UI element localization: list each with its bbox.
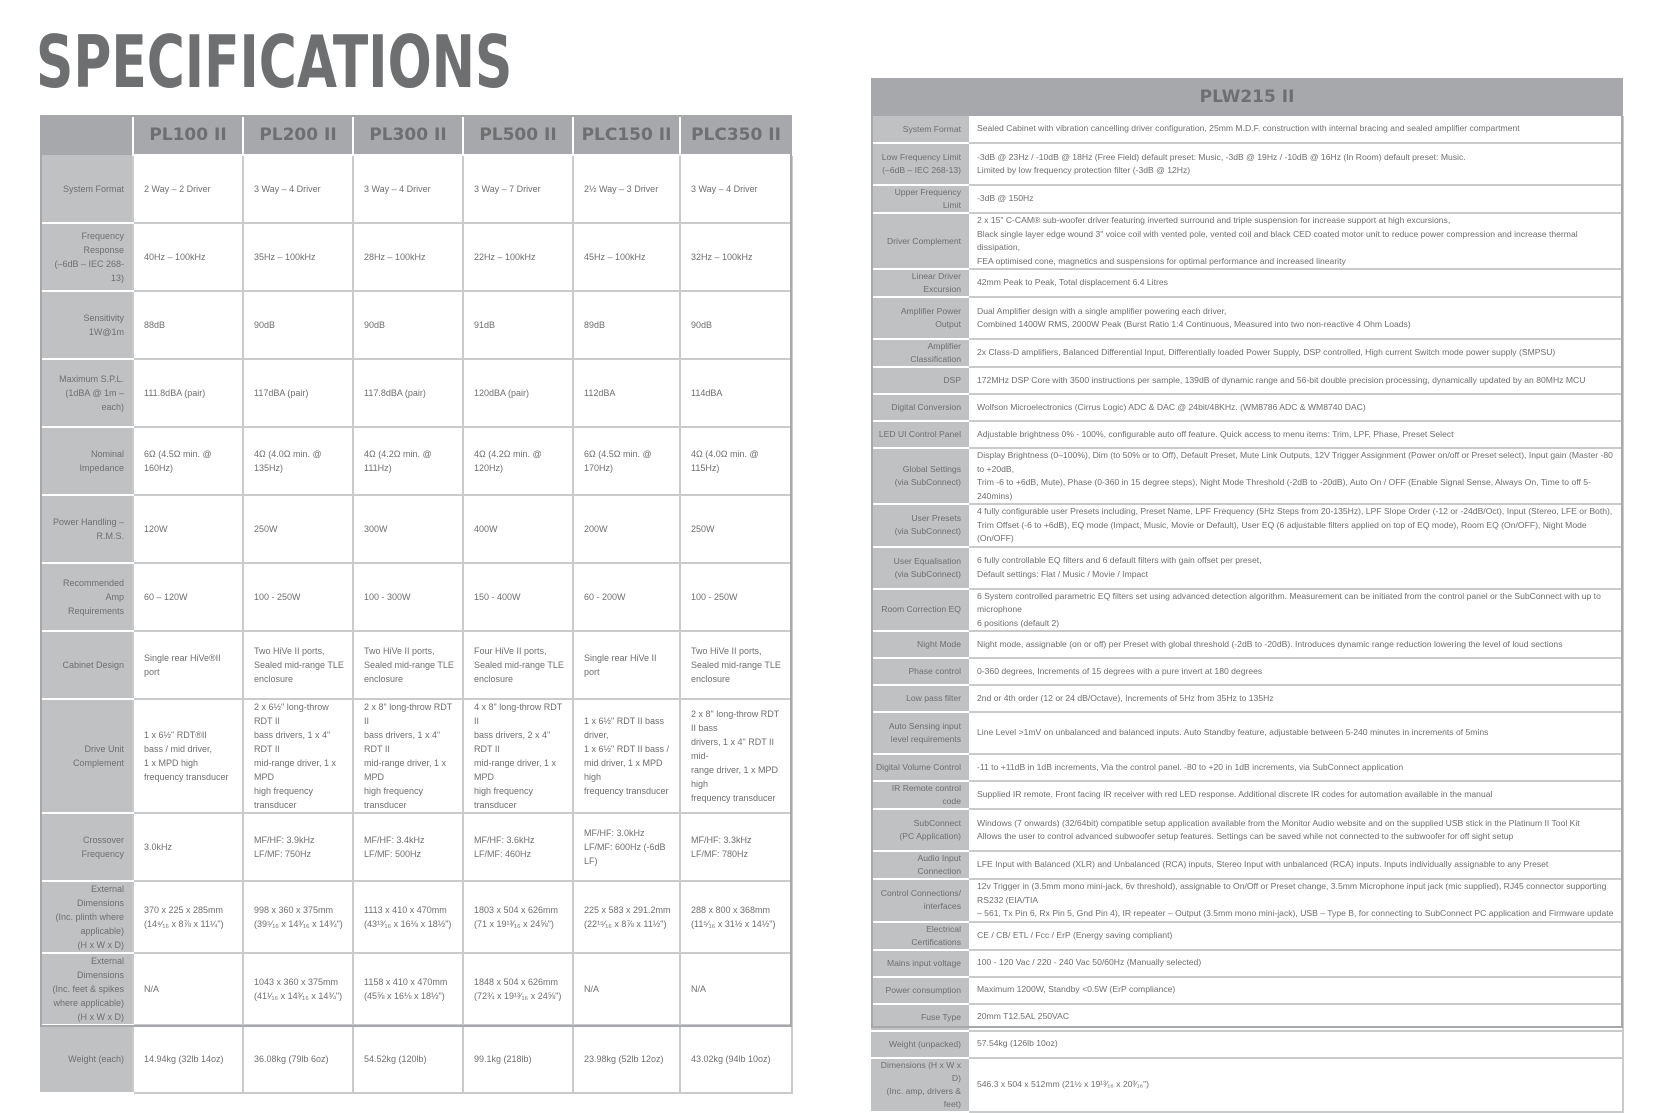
spec-label: Nominal Impedance [40, 427, 133, 495]
spec-value: 40Hz – 100kHz [133, 223, 243, 291]
spec-label: IR Remote control code [871, 781, 969, 809]
spec-label: Weight (each) [40, 1025, 133, 1093]
spec-value: 3 Way – 4 Driver [243, 155, 353, 223]
spec-value: 91dB [463, 291, 573, 359]
spec-label: User Equalisation (via SubConnect) [871, 547, 969, 589]
spec-label: Driver Complement [871, 213, 969, 269]
spec-label: Room Correction EQ [871, 589, 969, 632]
spec-value: 4Ω (4.2Ω min. @ 111Hz) [353, 427, 463, 495]
spec-value: Single rear HiVe II port [573, 631, 680, 699]
spec-value: 43.02kg (94lb 10oz) [680, 1025, 792, 1093]
spec-value: 100 - 120 Vac / 220 - 240 Vac 50/60Hz (Manually selected) [969, 950, 1623, 977]
spec-value: 1 x 6½" RDT®II bass / mid driver, 1 x MPD high frequency transducer [133, 699, 243, 813]
model-header: PLC150 II [573, 115, 680, 155]
spec-value: 172MHz DSP Core with 3500 instructions per sample, 139dB of dynamic range and 56-bit double precision processing, dynamically updated by an 80MHz MCU [969, 367, 1623, 394]
spec-row [871, 1058, 1623, 1112]
spec-value: 60 - 200W [573, 563, 680, 631]
spec-row [40, 223, 792, 291]
spec-value: 4Ω (4.2Ω min. @ 120Hz) [463, 427, 573, 495]
spec-row [871, 631, 1623, 658]
spec-label: Mains input voltage [871, 950, 969, 977]
spec-value: 12v Trigger in (3.5mm mono mini-jack, 6v threshold), assignable to On/Off or Preset change, 3.5mm Microphone input jack (mic supplied), RJ45 connector supporting RS232 (EIA/TIA – 561, Tx Pin 6, Rx Pin 5, Gnd Pin 4), IR repeater – Output (3.5mm mono mini-jack), USB – Type B, for connecting to SubConnect PC application and Firmware update [969, 879, 1623, 922]
spec-row [40, 155, 792, 223]
spec-value: 2 Way – 2 Driver [133, 155, 243, 223]
spec-label: Digital Volume Control [871, 754, 969, 781]
spec-row [871, 977, 1623, 1004]
spec-value: 1 x 6½" RDT II bass driver, 1 x 6½" RDT II bass / mid driver, 1 x MPD high frequency transducer [573, 699, 680, 813]
spec-value: 117dBA (pair) [243, 359, 353, 427]
spec-label: Weight (unpacked) [871, 1031, 969, 1058]
spec-value: 120W [133, 495, 243, 563]
spec-value: 370 x 225 x 285mm (14⁹⁄₁₆ x 8⅞ x 11¼") [133, 881, 243, 953]
spec-row [40, 427, 792, 495]
spec-row [40, 953, 792, 1025]
spec-value: -3dB @ 23Hz / -10dB @ 18Hz (Free Field) default preset: Music, -3dB @ 19Hz / -10dB @ 16Hz (In Room) default preset: Music. Limited by low frequency protection filter (-3dB @ 12Hz) [969, 143, 1623, 185]
spec-row [40, 1025, 792, 1093]
model-header: PL300 II [353, 115, 463, 155]
spec-label: Crossover Frequency [40, 813, 133, 881]
spec-row [40, 291, 792, 359]
spec-label: LED UI Control Panel [871, 421, 969, 448]
spec-label: Maximum S.P.L. (1dBA @ 1m – each) [40, 359, 133, 427]
spec-label: Sensitivity 1W@1m [40, 291, 133, 359]
spec-value: Dual Amplifier design with a single amplifier powering each driver, Combined 1400W RMS, 2000W Peak (Burst Ratio 1:4 Continuous, Measured into two non-reactive 4 Ohm Loads) [969, 297, 1623, 339]
spec-value: 23.98kg (52lb 12oz) [573, 1025, 680, 1093]
spec-value: 3.0kHz [133, 813, 243, 881]
spec-value: 100 - 300W [353, 563, 463, 631]
spec-value: 300W [353, 495, 463, 563]
model-header: PL200 II [243, 115, 353, 155]
spec-value: Supplied IR remote. Front facing IR receiver with red LED response. Additional discrete IR codes for automation available in the manual [969, 781, 1623, 809]
spec-label: Phase control [871, 658, 969, 685]
spec-label: Fuse Type [871, 1004, 969, 1031]
spec-row [871, 421, 1623, 448]
spec-row [871, 297, 1623, 339]
spec-value: 4 x 8" long-throw RDT II bass drivers, 2 x 4" RDT II mid-range driver, 1 x MPD high frequency transducer [463, 699, 573, 813]
spec-value: 100 - 250W [243, 563, 353, 631]
spec-value: 1158 x 410 x 470mm (45⅝ x 16⅛ x 18½") [353, 953, 463, 1025]
spec-value: N/A [680, 953, 792, 1025]
spec-value: 2x Class-D amplifiers, Balanced Differential Input, Differentially loaded Power Supply, DSP controlled, High current Switch mode power supply (SMPSU) [969, 339, 1623, 367]
spec-label: Global Settings (via SubConnect) [871, 448, 969, 504]
spec-label: Drive Unit Complement [40, 699, 133, 813]
spec-value: -11 to +11dB in 1dB increments, Via the control panel. -80 to +20 in 1dB increments, via SubConnect application [969, 754, 1623, 781]
spec-row [40, 699, 792, 813]
spec-value: 32Hz – 100kHz [680, 223, 792, 291]
spec-value: 1113 x 410 x 470mm (43¹³⁄₁₆ x 16⅛ x 18½") [353, 881, 463, 953]
spec-label: Power consumption [871, 977, 969, 1004]
right-header-row [871, 78, 1623, 116]
model-header: PLW215 II [871, 78, 1623, 116]
spec-value: 0-360 degrees, Increments of 15 degrees with a pure invert at 180 degrees [969, 658, 1623, 685]
spec-value: 1803 x 504 x 626mm (71 x 19¹³⁄₁₆ x 24⅝") [463, 881, 573, 953]
spec-value: CE / CB/ ETL / Fcc / ErP (Energy saving compliant) [969, 922, 1623, 950]
spec-row [871, 685, 1623, 712]
spec-value: 6Ω (4.5Ω min. @ 160Hz) [133, 427, 243, 495]
spec-value: 2½ Way – 3 Driver [573, 155, 680, 223]
spec-value: N/A [573, 953, 680, 1025]
spec-value: 54.52kg (120lb) [353, 1025, 463, 1093]
spec-label: Upper Frequency Limit [871, 185, 969, 213]
spec-label: Recommended Amp Requirements [40, 563, 133, 631]
spec-label: Cabinet Design [40, 631, 133, 699]
spec-value: 90dB [353, 291, 463, 359]
spec-value: 90dB [680, 291, 792, 359]
spec-value: MF/HF: 3.6kHz LF/MF: 460Hz [463, 813, 573, 881]
spec-value: N/A [133, 953, 243, 1025]
spec-value: 6 System controlled parametric EQ filters set using advanced detection algorithm. Measurement can be initiated from the control panel or the SubConnect with up to microphone 6 positions (default 2) [969, 589, 1623, 632]
spec-value: 2 x 8" long-throw RDT II bass drivers, 1 x 4" RDT II mid- range driver, 1 x MPD high frequency transducer [680, 699, 792, 813]
spec-label: External Dimensions (Inc. feet & spikes where applicable) (H x W x D) [40, 953, 133, 1025]
spec-value: Two HiVe II ports, Sealed mid-range TLE enclosure [243, 631, 353, 699]
spec-value: 3 Way – 7 Driver [463, 155, 573, 223]
spec-value: 3 Way – 4 Driver [680, 155, 792, 223]
right-spec-table [871, 78, 1624, 1113]
spec-row [871, 185, 1623, 213]
spec-value: MF/HF: 3.3kHz LF/MF: 780Hz [680, 813, 792, 881]
model-header: PL100 II [133, 115, 243, 155]
spec-row [871, 851, 1623, 879]
spec-value: 546.3 x 504 x 512mm (21½ x 19¹³⁄₁₆ x 20³⁄₁₆") [969, 1058, 1623, 1112]
spec-value: Adjustable brightness 0% - 100%, configurable auto off feature. Quick access to menu items: Trim, LPF, Phase, Preset Select [969, 421, 1623, 448]
spec-label: Control Connections/ interfaces [871, 879, 969, 922]
spec-value: Maximum 1200W, Standby <0.5W (ErP compliance) [969, 977, 1623, 1004]
spec-value: 4 fully configurable user Presets including, Preset Name, LPF Frequency (5Hz Steps from 20-135Hz), LPF Slope Order (-12 or -24dB/Oct), Input (Stereo, LFE or Both), Trim Offset (-6 to +6dB), EQ mode (Impact, Music, Movie or Default), User EQ (6 adjustable filters applied on top of EQ mode), Room EQ (On/OFF), Night Mode (On/OFF) [969, 504, 1623, 547]
spec-row [871, 339, 1623, 367]
spec-value: 88dB [133, 291, 243, 359]
spec-label: Auto Sensing input level requirements [871, 712, 969, 754]
spec-label: Low pass filter [871, 685, 969, 712]
spec-row [871, 754, 1623, 781]
spec-value: 2 x 6½" long-throw RDT II bass drivers, 1 x 4" RDT II mid-range driver, 1 x MPD high frequency transducer [243, 699, 353, 813]
spec-label: Dimensions (H x W x D) (Inc. amp, drivers & feet) [871, 1058, 969, 1112]
spec-value: 14.94kg (32lb 14oz) [133, 1025, 243, 1093]
spec-value: 4Ω (4.0Ω min. @ 135Hz) [243, 427, 353, 495]
spec-row [871, 116, 1623, 143]
spec-label: System Format [40, 155, 133, 223]
spec-row [40, 881, 792, 953]
spec-value: Single rear HiVe®II port [133, 631, 243, 699]
spec-value: 20mm T12.5AL 250VAC [969, 1004, 1623, 1031]
spec-value: 6Ω (4.5Ω min. @ 170Hz) [573, 427, 680, 495]
spec-label: Power Handling – R.M.S. [40, 495, 133, 563]
spec-value: 6 fully controllable EQ filters and 6 default filters with gain offset per preset, Default settings: Flat / Music / Movie / Impact [969, 547, 1623, 589]
spec-label: Linear Driver Excursion [871, 269, 969, 297]
spec-label: Audio Input Connection [871, 851, 969, 879]
spec-value: 100 - 250W [680, 563, 792, 631]
spec-row [871, 269, 1623, 297]
spec-label: Low Frequency Limit (–6dB – IEC 268-13) [871, 143, 969, 185]
spec-label: Amplifier Classification [871, 339, 969, 367]
spec-value: 57.54kg (126lb 10oz) [969, 1031, 1623, 1058]
spec-value: MF/HF: 3.9kHz LF/MF: 750Hz [243, 813, 353, 881]
spec-value: 4Ω (4.0Ω min. @ 115Hz) [680, 427, 792, 495]
spec-value: 120dBA (pair) [463, 359, 573, 427]
spec-label: SubConnect (PC Application) [871, 809, 969, 851]
spec-row [871, 658, 1623, 685]
spec-value: 60 – 120W [133, 563, 243, 631]
spec-label: Night Mode [871, 631, 969, 658]
spec-value: 42mm Peak to Peak, Total displacement 6.4 Litres [969, 269, 1623, 297]
model-header: PL500 II [463, 115, 573, 155]
header-blank-cell [40, 115, 133, 155]
spec-value: 28Hz – 100kHz [353, 223, 463, 291]
spec-label: System Format [871, 116, 969, 143]
spec-label: Electrical Certifications [871, 922, 969, 950]
spec-row [871, 1031, 1623, 1058]
spec-value: MF/HF: 3.4kHz LF/MF: 500Hz [353, 813, 463, 881]
spec-value: 117.8dBA (pair) [353, 359, 463, 427]
spec-value: Four HiVe II ports, Sealed mid-range TLE enclosure [463, 631, 573, 699]
spec-value: 2 x 8" long-throw RDT II bass drivers, 1 x 4" RDT II mid-range driver, 1 x MPD high frequency transducer [353, 699, 463, 813]
spec-row [40, 563, 792, 631]
spec-row [871, 448, 1623, 504]
spec-label: External Dimensions (Inc. plinth where applicable) (H x W x D) [40, 881, 133, 953]
page-title: SPECIFICATIONS [36, 20, 513, 104]
spec-value: 3 Way – 4 Driver [353, 155, 463, 223]
spec-value: 36.08kg (79lb 6oz) [243, 1025, 353, 1093]
spec-value: 400W [463, 495, 573, 563]
spec-value: Two HiVe II ports, Sealed mid-range TLE enclosure [680, 631, 792, 699]
spec-label: Frequency Response (–6dB – IEC 268-13) [40, 223, 133, 291]
spec-row [871, 809, 1623, 851]
model-header: PLC350 II [680, 115, 792, 155]
spec-value: LFE Input with Balanced (XLR) and Unbalanced (RCA) inputs, Stereo Input with unbalanced (RCA) inputs. Inputs individually assignable to any Preset [969, 851, 1623, 879]
spec-row [871, 394, 1623, 421]
spec-row [871, 589, 1623, 632]
spec-value: 99.1kg (218lb) [463, 1025, 573, 1093]
spec-row [871, 367, 1623, 394]
left-header-row [40, 115, 792, 155]
spec-value: 90dB [243, 291, 353, 359]
spec-value: Display Brightness (0–100%), Dim (to 50% or to Off), Default Preset, Mute Link Outputs, 12V Trigger Assignment (Power on/off or Preset select), Input gain (Master -80 to +20dB, Trim -6 to +6dB, Mute), Phase (0-360 in 15 degree steps), Night Mode Threshold (-2dB to -20dB), Auto On / OFF (Enable Signal Sense, Always On, Time to off 5-240mins) [969, 448, 1623, 504]
spec-value: Sealed Cabinet with vibration cancelling driver configuration, 25mm M.D.F. construction with internal bracing and sealed amplifier compartment [969, 116, 1623, 143]
spec-row [871, 143, 1623, 185]
spec-value: 1043 x 360 x 375mm (41¹⁄₁₆ x 14³⁄₁₆ x 14¾") [243, 953, 353, 1025]
spec-label: Digital Conversion [871, 394, 969, 421]
spec-value: 288 x 800 x 368mm (11⁵⁄₁₆ x 31½ x 14½") [680, 881, 792, 953]
spec-value: -3dB @ 150Hz [969, 185, 1623, 213]
spec-row [871, 547, 1623, 589]
spec-row [871, 504, 1623, 547]
spec-value: Line Level >1mV on unbalanced and balanced inputs. Auto Standby feature, adjustable between 5-240 minutes in increments of 5mins [969, 712, 1623, 754]
spec-row [871, 950, 1623, 977]
spec-row [871, 1004, 1623, 1031]
spec-label: Amplifier Power Output [871, 297, 969, 339]
spec-value: 114dBA [680, 359, 792, 427]
spec-row [40, 813, 792, 881]
spec-value: Windows (7 onwards) (32/64bit) compatible setup application available from the Monitor Audio website and on the supplied USB stick in the Platinum II Tool Kit Allows the user to control advanced subwoofer setup features. Settings can be saved while not connected to the subwoofer for off sight setup [969, 809, 1623, 851]
spec-row [40, 495, 792, 563]
spec-row [871, 712, 1623, 754]
spec-value: Two HiVe II ports, Sealed mid-range TLE enclosure [353, 631, 463, 699]
spec-row [40, 359, 792, 427]
spec-row [871, 781, 1623, 809]
spec-value: 250W [243, 495, 353, 563]
spec-value: 111.8dBA (pair) [133, 359, 243, 427]
spec-label: DSP [871, 367, 969, 394]
spec-value: 200W [573, 495, 680, 563]
spec-value: 250W [680, 495, 792, 563]
spec-value: 1848 x 504 x 626mm (72¾ x 19¹³⁄₁₆ x 24⅝") [463, 953, 573, 1025]
spec-label: User Presets (via SubConnect) [871, 504, 969, 547]
spec-value: 150 - 400W [463, 563, 573, 631]
spec-row [871, 879, 1623, 922]
left-spec-table [40, 115, 793, 1094]
spec-row [871, 213, 1623, 269]
spec-value: 22Hz – 100kHz [463, 223, 573, 291]
spec-value: 45Hz – 100kHz [573, 223, 680, 291]
spec-row [871, 922, 1623, 950]
spec-value: 112dBA [573, 359, 680, 427]
spec-value: Wolfson Microelectronics (Cirrus Logic) ADC & DAC @ 24bit/48KHz. (WM8786 ADC & WM8740 DAC) [969, 394, 1623, 421]
spec-value: 35Hz – 100kHz [243, 223, 353, 291]
spec-value: 89dB [573, 291, 680, 359]
spec-value: Night mode, assignable (on or off) per Preset with global threshold (-2dB to -20dB). Introduces dynamic range reduction lowering the level of loud sections [969, 631, 1623, 658]
spec-value: 2nd or 4th order (12 or 24 dB/Octave), Increments of 5Hz from 35Hz to 135Hz [969, 685, 1623, 712]
spec-value: MF/HF: 3.0kHz LF/MF: 600Hz (-6dB LF) [573, 813, 680, 881]
spec-value: 225 x 583 x 291.2mm (22¹⁵⁄₁₆ x 8⅞ x 11½") [573, 881, 680, 953]
spec-row [40, 631, 792, 699]
spec-value: 2 x 15" C-CAM® sub-woofer driver featuring inverted surround and triple suspension for increase support at high excursions, Black single layer edge wound 3" voice coil with vented pole, vented coil and black CED coated motor unit to reduce power compression and increase thermal dissipation, FEA optimised cone, magnetics and suspensions for optimal performance and increased linearity [969, 213, 1623, 269]
spec-value: 998 x 360 x 375mm (39⁵⁄₁₆ x 14³⁄₁₆ x 14¾") [243, 881, 353, 953]
